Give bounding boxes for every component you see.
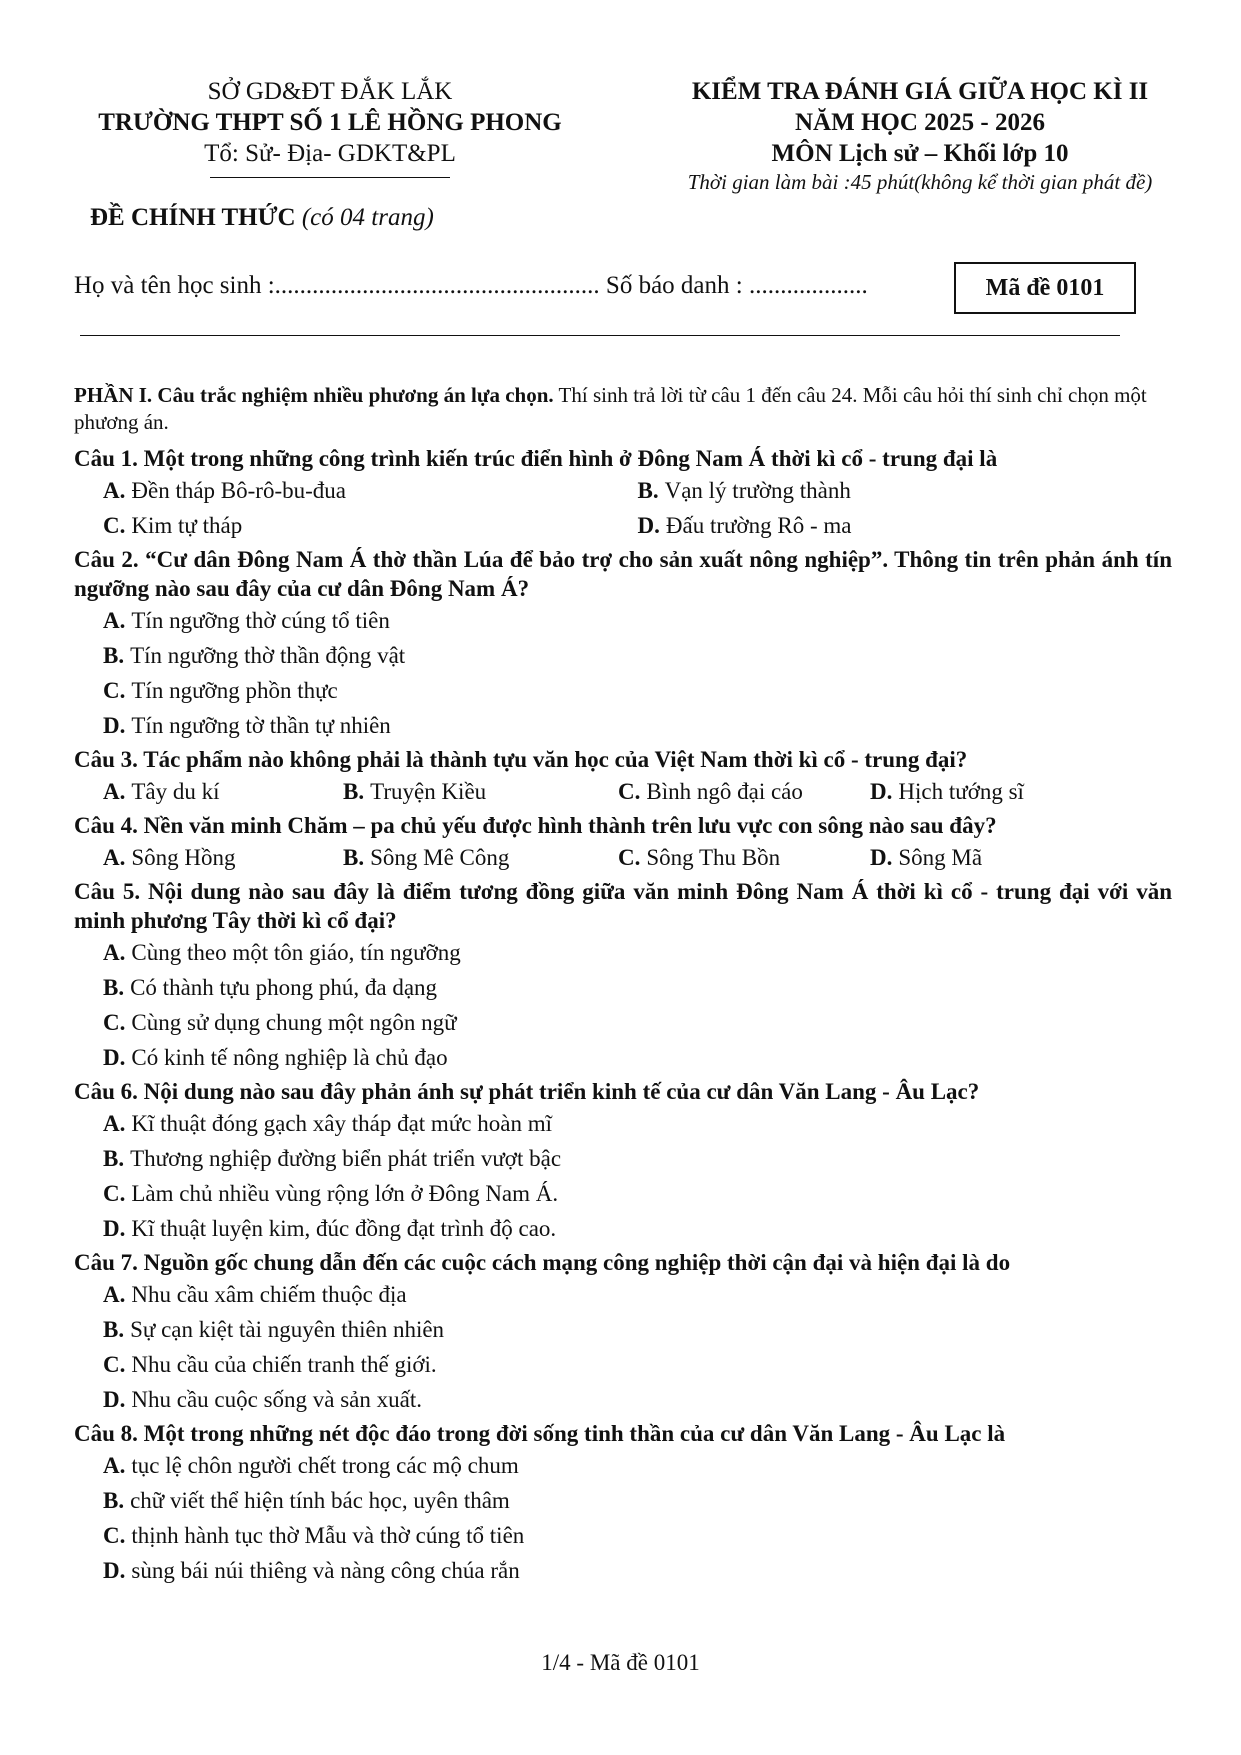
school-name: TRƯỜNG THPT SỐ 1 LÊ HỒNG PHONG xyxy=(98,109,562,136)
header-left xyxy=(60,76,600,178)
question-2-options xyxy=(74,603,1172,743)
option-c[interactable]: C. Bình ngô đại cáo xyxy=(618,779,803,804)
option-b[interactable]: B. Sự cạn kiệt tài nguyên thiên nhiên xyxy=(103,1317,445,1342)
question-1: Câu 1. Một trong những công trình kiến trúc điển hình ở Đông Nam Á thời kì cổ - trung đại là xyxy=(74,446,998,471)
question-6: Câu 6. Nội dung nào sau đây phản ánh sự phát triển kinh tế của cư dân Văn Lang - Âu Lạc? xyxy=(74,1079,980,1104)
question-5-options xyxy=(74,935,1172,1075)
option-c[interactable]: C. Làm chủ nhiều vùng rộng lớn ở Đông Nam Á. xyxy=(103,1181,559,1206)
department-name: SỞ GD&ĐT ĐẮK LẮK xyxy=(207,78,453,105)
option-c[interactable]: C. Cùng sử dụng chung một ngôn ngữ xyxy=(103,1010,457,1035)
question-6-options xyxy=(74,1106,1172,1246)
part-1-heading: PHẦN I. Câu trắc nghiệm nhiều phương án lựa chọn. xyxy=(74,383,554,407)
student-info-divider xyxy=(80,335,1120,336)
option-c[interactable]: C. Tín ngưỡng phồn thực xyxy=(103,678,338,703)
option-b[interactable]: B. Tín ngưỡng thờ thần động vật xyxy=(103,643,406,668)
option-d[interactable]: D. Nhu cầu cuộc sống và sản xuất. xyxy=(103,1387,422,1412)
exam-code-box: Mã đề 0101 xyxy=(954,262,1136,314)
exam-subject: MÔN Lịch sử – Khối lớp 10 xyxy=(771,140,1069,167)
option-d[interactable]: D. Có kinh tế nông nghiệp là chủ đạo xyxy=(103,1045,448,1070)
option-c[interactable]: C. thịnh hành tục thờ Mẫu và thờ cúng tổ tiên xyxy=(103,1523,525,1548)
option-a[interactable]: A. Tín ngưỡng thờ cúng tổ tiên xyxy=(103,608,390,633)
option-a[interactable]: A. Cùng theo một tôn giáo, tín ngưỡng xyxy=(103,940,461,965)
option-d[interactable]: D. sùng bái núi thiêng và nàng công chúa rắn xyxy=(103,1558,520,1583)
option-d[interactable]: D. Sông Mã xyxy=(870,845,983,870)
page-count-note: (có 04 trang) xyxy=(295,204,434,231)
option-a[interactable]: A. Kĩ thuật đóng gạch xây tháp đạt mức hoàn mĩ xyxy=(103,1111,552,1136)
option-a[interactable]: A. Đền tháp Bô-rô-bu-đua xyxy=(103,478,346,503)
question-8-options xyxy=(74,1448,1172,1588)
option-a[interactable]: A. tục lệ chôn người chết trong các mộ chum xyxy=(103,1453,519,1478)
question-3-options xyxy=(74,774,1172,809)
option-d[interactable]: D. Đấu trường Rô - ma xyxy=(637,513,852,538)
exam-content xyxy=(74,382,1172,1588)
question-8: Câu 8. Một trong những nét độc đáo trong đời sống tinh thần của cư dân Văn Lang - Âu Lạc là xyxy=(74,1421,1006,1446)
page-footer: 1/4 - Mã đề 0101 xyxy=(541,1650,700,1675)
option-d[interactable]: D. Tín ngưỡng tờ thần tự nhiên xyxy=(103,713,391,738)
option-c[interactable]: C. Kim tự tháp xyxy=(103,513,243,538)
option-b[interactable]: B. Thương nghiệp đường biển phát triển vượt bậc xyxy=(103,1146,562,1171)
question-5: Câu 5. Nội dung nào sau đây là điểm tương đồng giữa văn minh Đông Nam Á thời kì cổ - trung đại với văn minh phương Tây thời kì cổ đại? xyxy=(74,879,1172,933)
part-1-instruction: Thí sinh trả lời từ câu 1 đến câu 24. Mỗi câu hỏi thí sinh chỉ chọn một phương án. xyxy=(74,383,1147,434)
option-c[interactable]: C. Nhu cầu của chiến tranh thế giới. xyxy=(103,1352,437,1377)
option-b[interactable]: B. Truyện Kiều xyxy=(343,779,487,804)
option-b[interactable]: B. Sông Mê Công xyxy=(343,845,510,870)
option-c[interactable]: C. Sông Thu Bồn xyxy=(618,845,781,870)
option-d[interactable]: D. Kĩ thuật luyện kim, đúc đồng đạt trình độ cao. xyxy=(103,1216,557,1241)
question-4: Câu 4. Nền văn minh Chăm – pa chủ yếu được hình thành trên lưu vực con sông nào sau đây? xyxy=(74,813,997,838)
question-2: Câu 2. “Cư dân Đông Nam Á thờ thần Lúa để bảo trợ cho sản xuất nông nghiệp”. Thông tin trên phản ánh tín ngưỡng nào sau đây của cư dân Đông Nam Á? xyxy=(74,547,1172,601)
part-1-intro xyxy=(74,382,1172,436)
question-7-options xyxy=(74,1277,1172,1417)
option-d[interactable]: D. Hịch tướng sĩ xyxy=(870,779,1024,804)
option-b[interactable]: B. chữ viết thể hiện tính bác học, uyên thâm xyxy=(103,1488,510,1513)
student-info-line: Họ và tên học sinh :.................................................... Số báo danh : ................... xyxy=(74,272,868,299)
header-divider xyxy=(210,177,450,178)
option-a[interactable]: A. Tây du kí xyxy=(103,779,220,804)
subject-group: Tổ: Sử- Địa- GDKT&PL xyxy=(204,140,456,167)
question-3: Câu 3. Tác phẩm nào không phải là thành tựu văn học của Việt Nam thời kì cổ - trung đại? xyxy=(74,747,968,772)
school-year: NĂM HỌC 2025 - 2026 xyxy=(795,109,1045,136)
option-a[interactable]: A. Nhu cầu xâm chiếm thuộc địa xyxy=(103,1282,407,1307)
option-a[interactable]: A. Sông Hồng xyxy=(103,845,236,870)
exam-title: KIỂM TRA ĐÁNH GIÁ GIỮA HỌC KÌ II xyxy=(691,78,1149,105)
option-b[interactable]: B. Vạn lý trường thành xyxy=(637,478,851,503)
option-b[interactable]: B. Có thành tựu phong phú, đa dạng xyxy=(103,975,438,1000)
question-1-options xyxy=(74,473,1172,543)
exam-duration: Thời gian làm bài :45 phút(không kể thời gian phát đề) xyxy=(687,170,1153,194)
question-4-options xyxy=(74,840,1172,875)
header-right xyxy=(640,76,1200,196)
official-title: ĐỀ CHÍNH THỨC xyxy=(90,204,296,231)
official-label xyxy=(90,204,434,232)
question-7: Câu 7. Nguồn gốc chung dẫn đến các cuộc cách mạng công nghiệp thời cận đại và hiện đại là do xyxy=(74,1250,1011,1275)
